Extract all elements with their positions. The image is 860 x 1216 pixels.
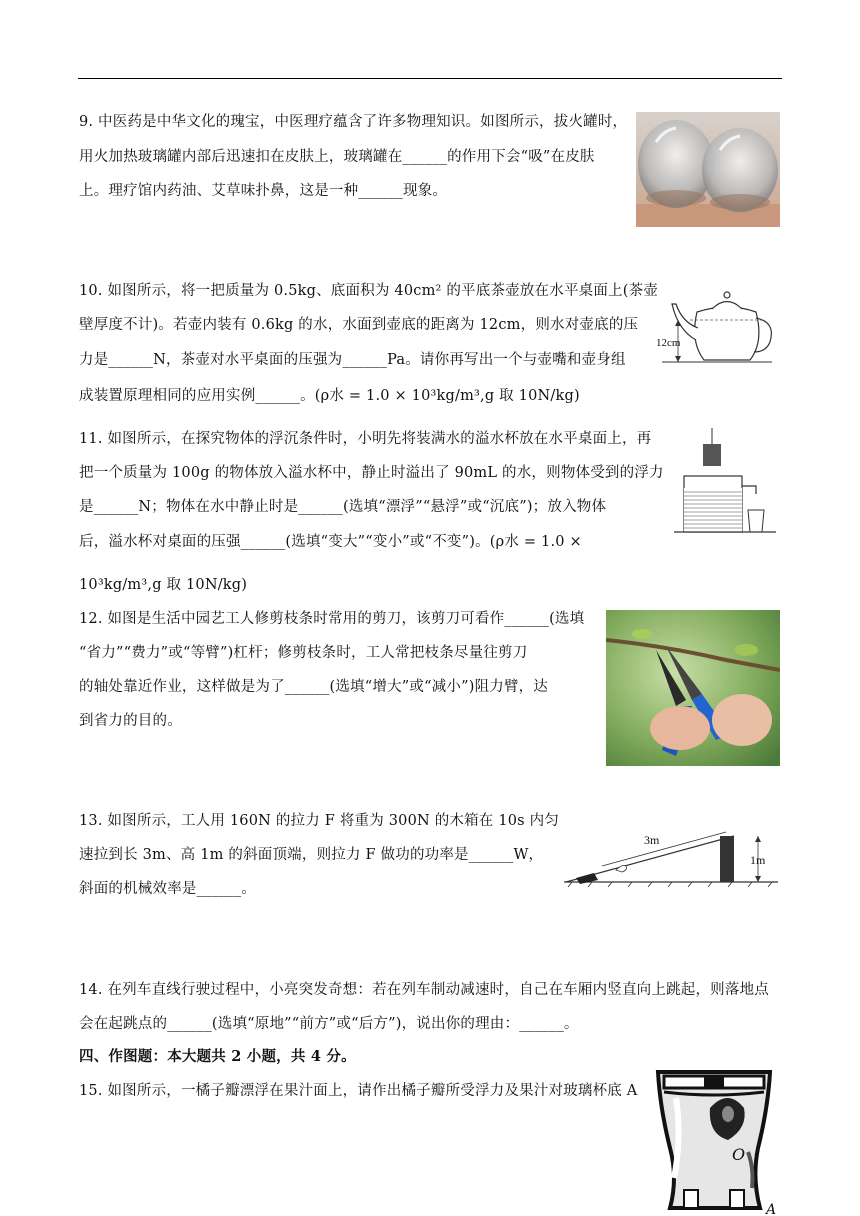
q10-line-2: 壁厚度不计)。若壶内装有 0.6kg 的水，水面到壶底的距离为 12cm，则水对壶底的压: [79, 317, 639, 333]
q12-line-4: 到省力的目的。: [79, 713, 182, 729]
q10-line-1: 10. 如图所示，将一把质量为 0.5kg、底面积为 40cm² 的平底茶壶放在水平桌面上(茶壶: [79, 283, 659, 299]
q13-line-2: 速拉到长 3m、高 1m 的斜面顶端，则拉力 F 做功的功率是______W，: [79, 847, 544, 863]
incline-figure: [562, 822, 780, 888]
teapot-height-label: 12cm: [656, 337, 681, 349]
q11-line-2: 把一个质量为 100g 的物体放入溢水杯中，静止时溢出了 90mL 的水，则物体受到的浮力: [79, 465, 664, 481]
q10-line-3: 力是______N，茶壶对水平桌面的压强为______Pa。请你再写出一个与壶嘴和壶身组: [79, 352, 626, 368]
q9-line-2: 用火加热玻璃罐内部后迅速扣在皮肤上，玻璃罐在______的作用下会“吸”在皮肤: [79, 149, 595, 165]
q14-line-1: 14. 在列车直线行驶过程中，小亮突发奇想：若在列车制动减速时，自己在车厢内竖直向上跳起，则落地点: [79, 982, 769, 998]
q11-line-1: 11. 如图所示，在探究物体的浮沉条件时，小明先将装满水的溢水杯放在水平桌面上，再: [79, 431, 652, 447]
header-rule: [78, 78, 782, 79]
incline-length-label: 3m: [644, 833, 660, 847]
juice-glass-figure: [648, 1068, 780, 1216]
q12-line-3: 的轴处靠近作业，这样做是为了______(选填“增大”或“减小”)阻力臂，达: [79, 679, 549, 695]
glass-point-a-label: A: [766, 1202, 777, 1216]
q11-line-3: 是______N；物体在水中静止时是______(选填“漂浮”“悬浮”或“沉底”)；放入物体: [79, 499, 607, 515]
q9-line-1: 9. 中医药是中华文化的瑰宝，中医理疗蕴含了许多物理知识。如图所示，拔火罐时，: [79, 114, 628, 130]
overflow-cup-figure: [670, 428, 780, 536]
q9-line-3: 上。理疗馆内药油、艾草味扑鼻，这是一种______现象。: [79, 183, 448, 199]
q15-line-1: 15. 如图所示，一橘子瓣漂浮在果汁面上，请作出橘子瓣所受浮力及果汁对玻璃杯底 A: [79, 1083, 638, 1099]
q12-line-2: “省力”“费力”或“等臂”)杠杆；修剪枝条时，工人常把枝条尽量往剪刀: [79, 645, 528, 661]
incline-height-label: 1m: [750, 853, 766, 867]
q13-line-1: 13. 如图所示，工人用 160N 的拉力 F 将重为 300N 的木箱在 10s 内匀: [79, 813, 560, 829]
q12-line-1: 12. 如图是生活中园艺工人修剪枝条时常用的剪刀，该剪刀可看作______(选填: [79, 611, 585, 627]
q10-line-4: 成装置原理相同的应用实例______。(ρ水 = 1.0 × 10³kg/m³,g 取 10N/kg): [79, 388, 580, 404]
cupping-jar-photo: [636, 112, 780, 227]
q13-line-3: 斜面的机械效率是______。: [79, 881, 256, 897]
pruning-shears-photo: [606, 610, 780, 766]
q11-line-5: 10³kg/m³,g 取 10N/kg): [79, 577, 248, 593]
q14-line-2: 会在起跳点的______(选填“原地”“前方”或“后方”)，说出你的理由：______。: [79, 1016, 579, 1032]
teapot-figure: [652, 282, 780, 370]
section-heading: 四、作图题：本大题共 2 小题，共 4 分。: [79, 1048, 356, 1065]
glass-point-o-label: O: [732, 1145, 746, 1164]
q11-line-4: 后，溢水杯对桌面的压强______(选填“变大”“变小”或“不变”)。(ρ水 = 1.0 ×: [79, 534, 582, 550]
